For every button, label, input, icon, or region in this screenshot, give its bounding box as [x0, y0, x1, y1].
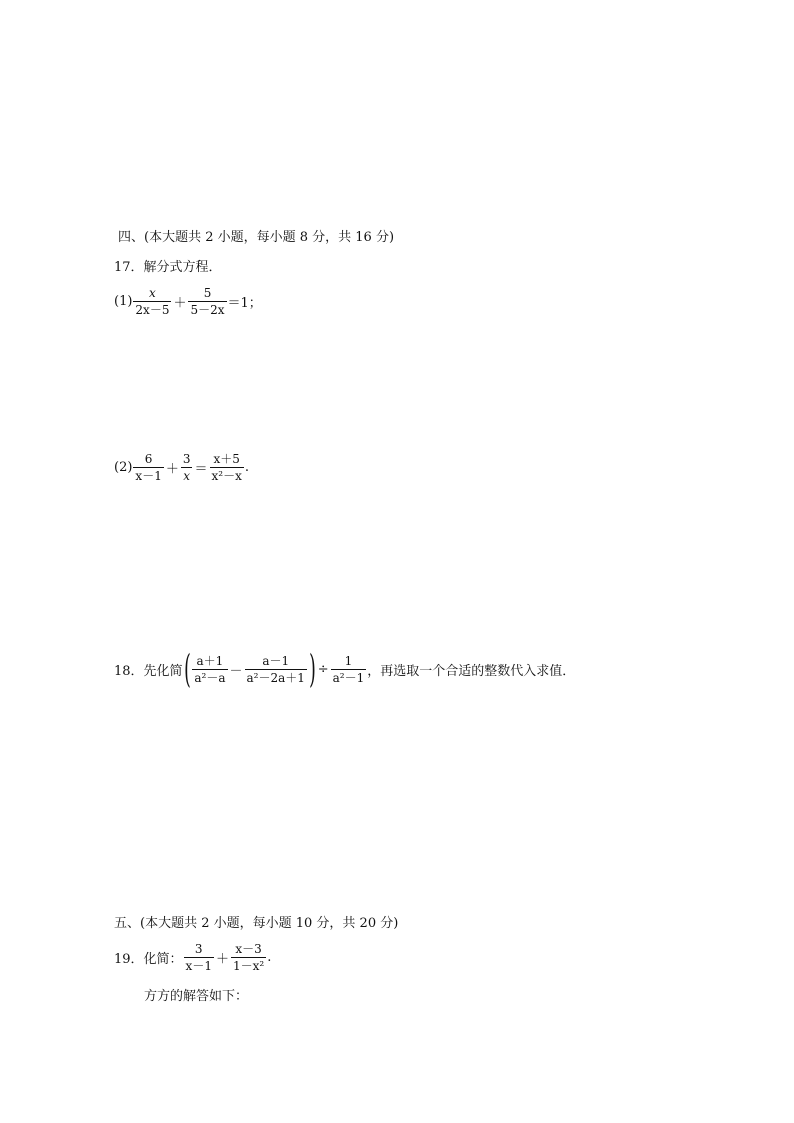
denominator: x－1 [135, 469, 162, 483]
numerator: 6 [144, 452, 153, 466]
denominator: a²－a [194, 670, 226, 685]
plus-sign: ＋ [173, 296, 187, 311]
fraction [331, 654, 367, 685]
denominator: a²－2a＋1 [246, 670, 305, 685]
numerator: 1 [344, 653, 353, 668]
section-5-header: 五、(本大题共 2 小题，每小题 10 分，共 20 分) [114, 916, 399, 931]
fraction [133, 286, 171, 317]
numerator: 5 [203, 286, 212, 300]
numerator: x－3 [235, 942, 262, 956]
denominator: x－1 [185, 959, 212, 973]
part-label: (2) [114, 460, 133, 475]
minus-sign: － [229, 663, 243, 679]
question-18 [114, 647, 576, 691]
left-parenthesis: ( [183, 647, 191, 691]
denominator: 1－x² [232, 959, 265, 973]
fraction [231, 942, 266, 973]
fraction [184, 942, 214, 973]
question-18-suffix: ，再选取一个合适的整数代入求值． [367, 663, 576, 679]
numerator: 3 [182, 452, 191, 466]
fraction [192, 654, 227, 685]
numerator: 3 [194, 942, 203, 956]
denominator: x²－x [211, 469, 242, 483]
fraction [133, 452, 163, 483]
equation-tail: . [267, 950, 272, 965]
fraction [181, 452, 193, 483]
denominator: 5－2x [190, 303, 225, 317]
numerator: a－1 [262, 653, 290, 668]
question-19 [114, 942, 271, 973]
equals-sign: ＝ [194, 462, 208, 477]
question-17-part-2 [114, 452, 249, 483]
numerator: x [149, 286, 156, 300]
section-4-header: 四、(本大题共 2 小题，每小题 8 分，共 16 分) [118, 230, 395, 245]
question-19-prefix: 19．化简： [114, 952, 183, 967]
denominator: x [183, 469, 191, 483]
plus-sign: ＋ [215, 952, 229, 967]
fraction [210, 452, 244, 483]
fraction [245, 654, 307, 685]
divide-sign: ÷ [317, 661, 329, 677]
question-18-prefix: 18．先化简 [114, 663, 183, 679]
denominator: a²－1 [332, 670, 365, 685]
denominator: 2x－5 [135, 303, 170, 317]
numerator: a＋1 [196, 653, 224, 668]
part-label: (1) [114, 294, 133, 309]
question-17-part-1 [114, 286, 262, 317]
numerator: x＋5 [213, 452, 240, 466]
equation-tail: . [244, 460, 249, 475]
question-19-followup: 方方的解答如下： [144, 989, 249, 1004]
equation-tail: ＝1； [227, 296, 262, 311]
fraction [188, 286, 226, 317]
question-17-title: 17．解分式方程． [114, 260, 222, 275]
plus-sign: ＋ [165, 462, 179, 477]
right-parenthesis: ) [308, 647, 316, 691]
